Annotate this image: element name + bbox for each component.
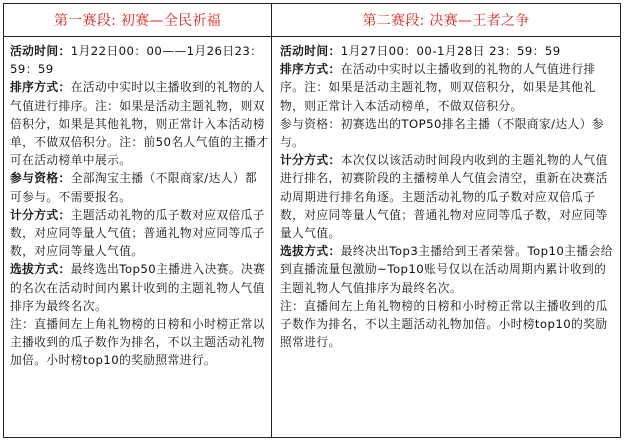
stage1-promotion-label: 选拔方式： bbox=[10, 262, 71, 277]
stage2-sort bbox=[280, 60, 616, 115]
stage2-note: 注：直播间左上角礼物榜的日榜和小时榜正常以主播收到的瓜子数作为排名，不以主题活动礼物加倍。小时榜top10的奖励照常进行。 bbox=[280, 298, 608, 350]
stage1-sort-text: 在活动中实时以主播收到的礼物的人气值进行排序。注：如果是活动主题礼物，则双倍积分，如果是其他礼物，则正常计入本活动榜单，不做双倍积分。注：前50名人气值的主播才可在活动榜单中展示。 bbox=[10, 80, 269, 168]
stage2-header: 第二赛段: 决赛—王者之争 bbox=[362, 13, 530, 29]
stage1-eligibility bbox=[10, 169, 269, 205]
stage2-time-label: 活动时间： bbox=[280, 44, 341, 58]
stage2-promotion-label: 选拔方式： bbox=[280, 244, 341, 259]
stage2-sort-label: 排序方式： bbox=[280, 62, 341, 77]
stage2-scoring bbox=[280, 151, 616, 242]
stage2-promotion bbox=[280, 242, 616, 297]
stage1-time-text: 1月22日00：00——1月26日23：59：59 bbox=[10, 44, 263, 77]
stage1-time-label: 活动时间： bbox=[10, 44, 71, 58]
stage2-sort-text: 在活动中实时以主播收到的礼物的人气值进行排序。注：如果是活动主题礼物，则双倍积分，如果是其他礼物，则正常计入本活动榜单，不做双倍积分。 bbox=[280, 62, 596, 113]
stage1-eligibility-label: 参与资格： bbox=[10, 171, 71, 186]
rules-table bbox=[3, 3, 621, 438]
stage2-eligibility-text: 初赛选出的TOP50排名主播（不限商家/达人）参与。 bbox=[280, 116, 605, 150]
stage1-promotion-text: 最终选出Top50主播进入决赛。决赛的名次在活动时间内累计收到的主题礼物人气值排序为最终名次。 bbox=[10, 262, 266, 313]
stage1-promotion bbox=[10, 260, 269, 315]
stage2-time bbox=[280, 42, 616, 60]
stage1-rules bbox=[10, 42, 269, 370]
stage2-time-text: 1月27日00：00-1月28日 23：59：59 bbox=[340, 44, 561, 58]
column-divider bbox=[271, 4, 272, 437]
stage2-promotion-text: 最终决出Top3主播给到王者荣誉。Top10主播会给到直播流量包激励~Top10账号仅以在活动周期内累计收到的主题礼物人气值排序为最终名次。 bbox=[280, 244, 613, 295]
stage2-scoring-text: 本次仅以该活动时间段内收到的主题礼物的人气值进行排名，初赛阶段的主播榜单人气值会清空，重新在决赛活动周期进行排名角逐。主题活动礼物的瓜子数对应双倍瓜子数，对应同等量人气值；普通礼物对应同等瓜子数，对应同等量人气值。 bbox=[280, 153, 608, 241]
stage1-eligibility-text: 全部淘宝主播（不限商家/达人）都可参与。不需要报名。 bbox=[10, 171, 258, 204]
stage1-header: 第一赛段: 初赛—全民祈福 bbox=[53, 13, 222, 29]
header-divider bbox=[4, 36, 620, 37]
stage1-scoring-label: 计分方式： bbox=[10, 207, 71, 222]
stage1-sort-label: 排序方式： bbox=[10, 80, 71, 95]
stage1-sort bbox=[10, 78, 269, 169]
stage1-time bbox=[10, 42, 269, 78]
stage2-eligibility-label: 参与资格： bbox=[280, 116, 341, 131]
stage1-note: 注：直播间左上角礼物榜的日榜和小时榜正常以主播收到的瓜子数作为排名，不以主题活动礼物加倍。小时榜top10的奖励照常进行。 bbox=[10, 317, 265, 368]
stage2-rules bbox=[280, 42, 616, 351]
stage1-scoring-text: 主题活动礼物的瓜子数对应双倍瓜子数，对应同等量人气值；普通礼物对应同等瓜子数，对应同等量人气值。 bbox=[10, 207, 265, 259]
stage1-scoring bbox=[10, 206, 269, 261]
stage2-eligibility bbox=[280, 115, 616, 151]
stage2-scoring-label: 计分方式： bbox=[280, 153, 341, 168]
